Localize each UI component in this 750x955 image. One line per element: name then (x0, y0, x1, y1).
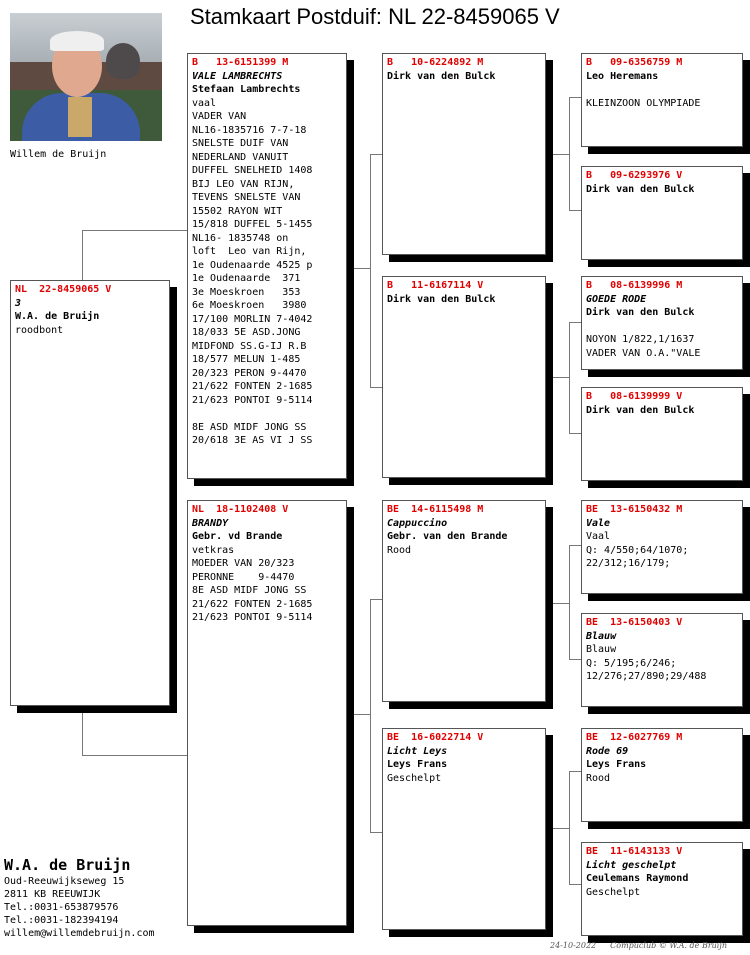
owner-name: Dirk van den Bulck (586, 307, 695, 318)
great-grandparent-mmf-card (581, 728, 743, 822)
info-line (192, 407, 346, 421)
owner-name: Leys Frans (387, 759, 448, 770)
ring-number: B 08-6139999 V (586, 391, 683, 402)
info-line: BIJ LEO VAN RIJN, (192, 178, 295, 190)
ring-number: BE 16-6022714 V (387, 732, 484, 743)
phone-line: Tel.:0031-653879576 (4, 902, 119, 913)
connector-main-v (82, 230, 83, 280)
owner-name: Dirk van den Bulck (387, 70, 496, 82)
connector-mother (347, 714, 370, 715)
info-line: NL16-1835716 7-7-18 (192, 124, 307, 136)
print-stamp (550, 941, 741, 950)
info-line: 21/623 PONTOI 9-5114 (192, 612, 313, 623)
pigeon-name: GOEDE RODE (586, 293, 647, 305)
connector-father-top (370, 154, 382, 155)
info-line: roodbont (15, 324, 64, 336)
connector-father-bot (370, 387, 382, 388)
connector-mother-top (370, 599, 382, 600)
info-line (586, 83, 742, 97)
info-line: 22/312;16/179; (586, 558, 671, 569)
connector-ff (546, 154, 569, 155)
pigeon-name: Blauw (586, 630, 617, 642)
ring-number: B 08-6139996 M (586, 280, 683, 291)
info-line: Vaal (586, 531, 611, 542)
pigeon-name: Rode 69 (586, 745, 629, 757)
info-line: Rood (586, 772, 611, 784)
owner-contact (4, 855, 155, 940)
owner-name: Leys Frans (586, 759, 647, 770)
connector-fm-v (569, 322, 570, 433)
info-line: 6e Moeskroen 3980 (192, 300, 307, 311)
connector-main-top (82, 230, 187, 231)
postcode-line: 2811 KB REEUWIJK (4, 889, 101, 900)
connector-mf-bot (569, 659, 581, 660)
info-line: vetkras (192, 544, 235, 556)
connector-fm (546, 377, 569, 378)
info-line: VADER VAN O.A."VALE (586, 347, 701, 359)
great-grandparent-mmm-card (581, 842, 743, 936)
pigeon-name: 3 (15, 297, 22, 309)
info-line: 21/623 PONTOI 9-5114 (192, 394, 313, 406)
info-line: Rood (387, 544, 412, 556)
great-grandparent-mff-card (581, 500, 743, 594)
connector-ff-bot (569, 210, 581, 211)
ring-number: BE 13-6150403 V (586, 617, 683, 628)
ring-number: BE 12-6027769 M (586, 732, 683, 743)
connector-main-bottom (82, 755, 187, 756)
owner-name: Gebr. vd Brande (192, 531, 283, 542)
info-line: KLEINZOON OLYMPIADE (586, 97, 701, 109)
info-line: 18/033 5E ASD.JONG (192, 327, 301, 338)
info-line: TEVENS SNELSTE VAN (192, 192, 301, 203)
owner-name: Dirk van den Bulck (387, 293, 496, 305)
info-line: 20/323 PERON 9-4470 (192, 367, 307, 379)
connector-mf-top (569, 545, 581, 546)
info-line: NOYON 1/822,1/1637 (586, 334, 695, 345)
owner-name: Dirk van den Bulck (586, 404, 695, 416)
info-line: NEDERLAND VANUIT (192, 151, 289, 163)
pigeon-name: Vale (586, 517, 611, 529)
connector-main-v2 (82, 706, 83, 755)
owner-full-name: W.A. de Bruijn (4, 856, 131, 874)
info-line: SNELSTE DUIF VAN (192, 138, 289, 149)
ring-number: B 11-6167114 V (387, 280, 484, 291)
info-line (586, 320, 742, 334)
connector-ff-top (569, 97, 581, 98)
info-line: Q: 4/550;64/1070; (586, 544, 689, 556)
owner-name: W.A. de Bruijn (15, 311, 100, 322)
ring-number: B 09-6293976 V (586, 170, 683, 181)
photo-caption: Willem de Bruijn (10, 149, 107, 160)
father-card (187, 53, 347, 479)
pigeon-name: BRANDY (192, 517, 229, 529)
info-line: 1e Oudenaarde 371 (192, 273, 301, 284)
info-line: DUFFEL SNELHEID 1408 (192, 165, 313, 176)
pigeon-name: Licht geschelpt (586, 859, 677, 871)
great-grandparent-fmm-card (581, 387, 743, 481)
info-line: 12/276;27/890;29/488 (586, 671, 707, 682)
ring-number: BE 13-6150432 M (586, 504, 683, 515)
connector-father (347, 268, 370, 269)
info-line: 21/622 FONTEN 2-1685 (192, 598, 313, 610)
info-line: 3e Moeskroen 353 (192, 286, 301, 298)
connector-mother-bot (370, 832, 382, 833)
great-grandparent-mfm-card (581, 613, 743, 707)
page-title: Stamkaart Postduif: NL 22-8459065 V (190, 4, 560, 29)
paternal-grandfather-card (382, 53, 546, 255)
info-line: 15502 RAYON WIT (192, 205, 283, 217)
info-line: loft Leo van Rijn, (192, 246, 307, 257)
info-line: Q: 5/195;6/246; (586, 657, 677, 669)
connector-fm-top (569, 322, 581, 323)
ring-number: B 13-6151399 M (192, 57, 289, 68)
info-line: Geschelpt (387, 772, 442, 784)
owner-name: Gebr. van den Brande (387, 531, 508, 542)
ring-number: BE 14-6115498 M (387, 504, 484, 515)
info-line: NL16- 1835748 on (192, 232, 289, 244)
main-pigeon-card (10, 280, 170, 706)
great-grandparent-fmf-card (581, 276, 743, 370)
connector-mother-v (370, 599, 371, 832)
info-line: 17/100 MORLIN 7-4042 (192, 313, 313, 325)
connector-father-v (370, 154, 371, 387)
connector-mm-top (569, 771, 581, 772)
info-line: 8E ASD MIDF JONG SS (192, 585, 307, 596)
owner-photo (10, 13, 162, 141)
info-line: MIDFOND SS.G-IJ R.B (192, 340, 307, 352)
connector-mm-v (569, 771, 570, 884)
connector-mf-v (569, 545, 570, 659)
phone-line: Tel.:0031-182394194 (4, 915, 119, 926)
info-line: Blauw (586, 644, 617, 655)
info-line: VADER VAN (192, 111, 247, 122)
address-line: Oud-Reeuwijkseweg 15 (4, 876, 125, 887)
credit: Compuclub © W.A. de Bruijn (610, 941, 727, 950)
info-line: PERONNE 9-4470 (192, 571, 295, 583)
info-line: 20/618 3E AS VI J SS (192, 435, 313, 446)
maternal-grandfather-card (382, 500, 546, 702)
info-line: 15/818 DUFFEL 5-1455 (192, 219, 313, 230)
connector-mf (546, 603, 569, 604)
ring-number: NL 18-1102408 V (192, 504, 289, 515)
email-link[interactable]: willem@willemdebruijn.com (4, 928, 155, 939)
info-line: Geschelpt (586, 886, 641, 898)
pigeon-figure (106, 43, 140, 79)
great-grandparent-fff-card (581, 53, 743, 147)
ring-number: B 09-6356759 M (586, 57, 683, 68)
connector-ff-v (569, 97, 570, 210)
owner-name: Dirk van den Bulck (586, 183, 695, 195)
owner-name: Ceulemans Raymond (586, 873, 689, 884)
info-line: MOEDER VAN 20/323 (192, 558, 295, 569)
owner-name: Stefaan Lambrechts (192, 84, 301, 95)
info-line: 1e Oudenaarde 4525 p (192, 259, 313, 271)
connector-fm-bot (569, 433, 581, 434)
pigeon-name: Cappuccino (387, 517, 448, 529)
paternal-grandmother-card (382, 276, 546, 478)
owner-name: Leo Heremans (586, 70, 659, 82)
maternal-grandmother-card (382, 728, 546, 930)
connector-mm (546, 828, 569, 829)
info-line: 18/577 MELUN 1-485 (192, 354, 301, 365)
info-line: vaal (192, 97, 217, 109)
ring-number: B 10-6224892 M (387, 57, 484, 68)
pigeon-name: VALE LAMBRECHTS (192, 70, 283, 82)
great-grandparent-ffm-card (581, 166, 743, 260)
ring-number: NL 22-8459065 V (15, 284, 112, 295)
info-line: 8E ASD MIDF JONG SS (192, 421, 307, 433)
print-date: 24-10-2022 (550, 941, 597, 950)
mother-card (187, 500, 347, 926)
pigeon-name: Licht Leys (387, 745, 448, 757)
ring-number: BE 11-6143133 V (586, 846, 683, 857)
info-line: 21/622 FONTEN 2-1685 (192, 381, 313, 392)
connector-mm-bot (569, 884, 581, 885)
